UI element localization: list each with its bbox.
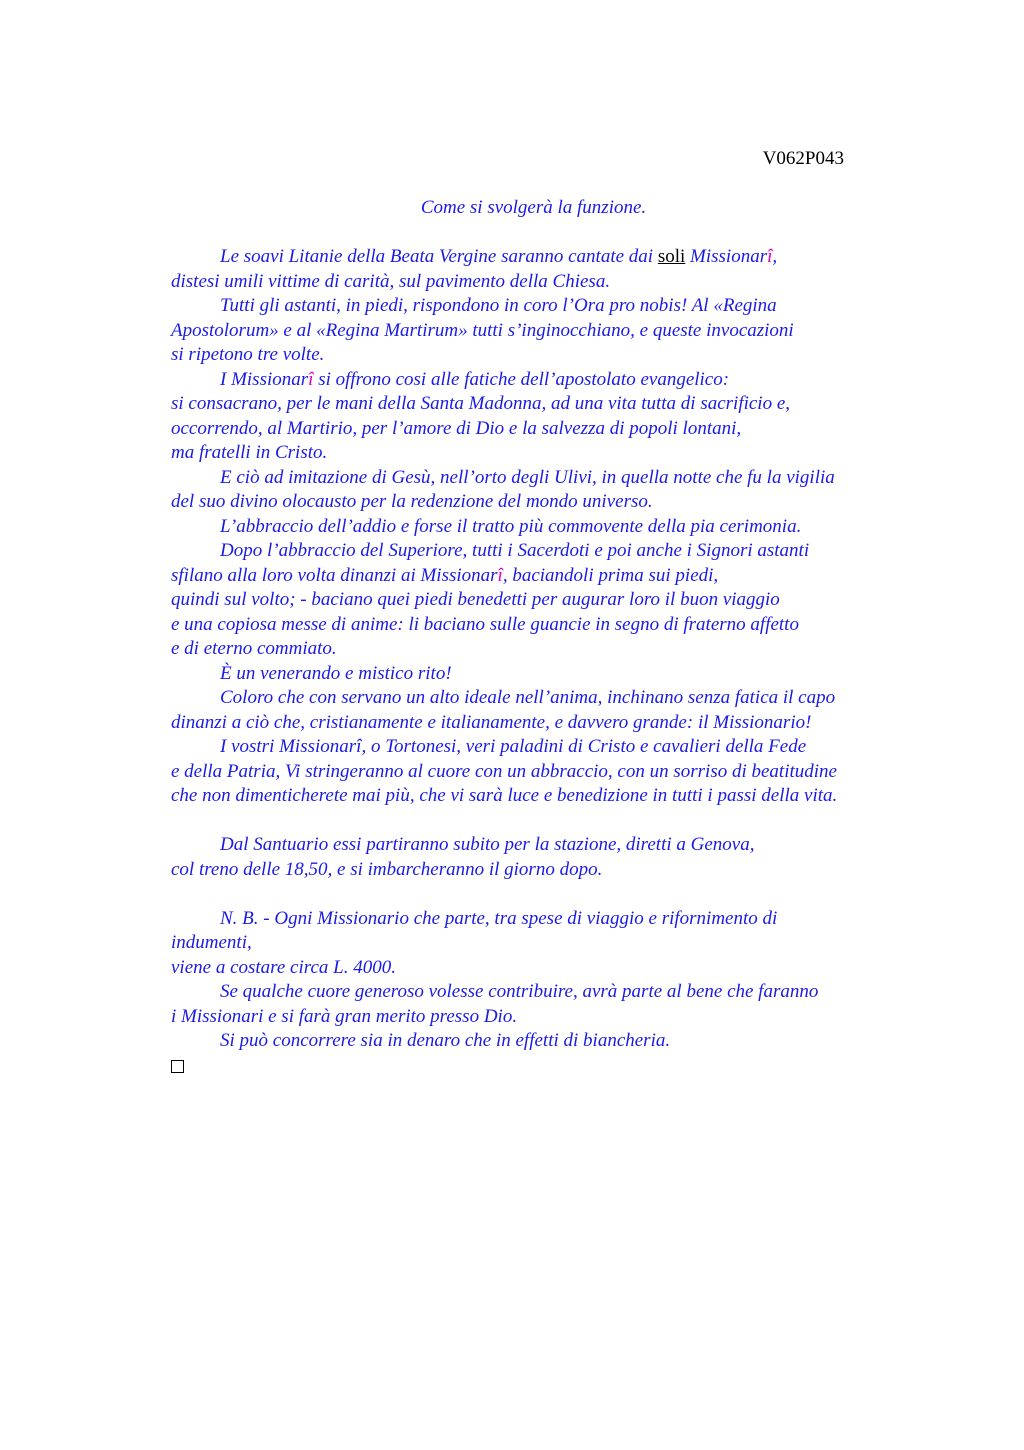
text-line: Coloro che con servano un alto ideale nell’anima, inchinano senza fatica il capo bbox=[220, 687, 836, 708]
text-line: e della Patria, Vi stringeranno al cuore con un abbraccio, con un sorriso di beatitudine bbox=[171, 760, 837, 782]
text-run: Le soavi Litanie della Beata Vergine saranno cantate dai bbox=[220, 246, 658, 267]
text-line: occorrendo, al Martirio, per l’amore di Dio e la salvezza di popoli lontani, bbox=[171, 417, 742, 439]
paragraph-nota-bene bbox=[171, 907, 911, 981]
paragraph-astanti bbox=[171, 294, 911, 368]
text-line: si ripetono tre volte. bbox=[171, 344, 325, 365]
paragraph-offerta bbox=[171, 368, 911, 466]
highlighted-character: î bbox=[497, 564, 503, 586]
blank-line bbox=[171, 882, 911, 907]
text-line: Si può concorrere sia in denaro che in effetti di biancheria. bbox=[220, 1030, 671, 1051]
text-line: e una copiosa messe di anime: li baciano sulle guancie in segno di fraterno affetto bbox=[171, 613, 799, 635]
text-line: si consacrano, per le mani della Santa Madonna, ad una vita tutta di sacrificio e, bbox=[171, 393, 791, 414]
underlined-word: soli bbox=[657, 246, 686, 267]
text-line: Apostolorum» e al «Regina Martirum» tutti s’inginocchiano, e queste invocazioni bbox=[171, 319, 794, 341]
text-line: i Missionari e si farà gran merito presso Dio. bbox=[171, 1005, 518, 1027]
blank-line bbox=[171, 809, 911, 834]
text-line: indumenti, bbox=[171, 932, 252, 953]
text-line: dinanzi a ciò che, cristianamente e italianamente, e davvero grande: il Missionario! bbox=[171, 711, 812, 733]
text-line: col treno delle 18,50, e si imbarcheranno il giorno dopo. bbox=[171, 858, 603, 880]
highlighted-character: î bbox=[767, 246, 773, 267]
text-line: I vostri Missionarî, o Tortonesi, veri paladini di Cristo e cavalieri della Fede bbox=[220, 736, 807, 757]
text-run: I Missionar bbox=[220, 368, 309, 390]
page-identifier: V062P043 bbox=[762, 148, 844, 169]
text-line: E ciò ad imitazione di Gesù, nell’orto degli Ulivi, in quella notte che fu la vigilia bbox=[220, 466, 835, 488]
text-line: È un venerando e mistico rito! bbox=[220, 662, 452, 684]
text-line: Se qualche cuore generoso volesse contribuire, avrà parte al bene che faranno bbox=[220, 981, 819, 1002]
text-run: Missionar bbox=[685, 246, 768, 267]
section-title: Come si svolgerà la funzione. bbox=[420, 197, 647, 218]
text-line: del suo divino olocausto per la redenzione del mondo universo. bbox=[171, 491, 653, 512]
text-line bbox=[171, 368, 911, 393]
text-line: ma fratelli in Cristo. bbox=[171, 442, 328, 463]
paragraph-biancheria bbox=[171, 1029, 911, 1054]
text-line bbox=[171, 564, 911, 589]
document-body bbox=[171, 196, 911, 1080]
text-line: quindi sul volto; - baciano quei piedi benedetti per augurar loro il buon viaggio bbox=[171, 589, 780, 610]
text-line: e di eterno commiato. bbox=[171, 638, 337, 659]
text-line: Dal Santuario essi partiranno subito per la stazione, diretti a Genova, bbox=[220, 834, 755, 855]
text-line: che non dimenticherete mai più, che vi sarà luce e benedizione in tutti i passi della vita. bbox=[171, 785, 838, 806]
text-line: Tutti gli astanti, in piedi, rispondono in coro l’Ora pro nobis! Al «Regina bbox=[220, 295, 777, 316]
text-line bbox=[171, 245, 911, 270]
text-line: Dopo l’abbraccio del Superiore, tutti i Sacerdoti e poi anche i Signori astanti bbox=[220, 540, 810, 561]
end-of-text-box-icon bbox=[171, 1060, 184, 1073]
text-run: , bbox=[772, 246, 778, 267]
paragraph-imitazione bbox=[171, 466, 911, 515]
paragraph-sfilano bbox=[171, 539, 911, 662]
paragraph-rito bbox=[171, 662, 911, 687]
text-line: L’abbraccio dell’addio e forse il tratto più commovente della pia cerimonia. bbox=[220, 515, 802, 537]
text-run: , baciandoli prima sui piedi, bbox=[502, 564, 719, 586]
text-run: si offrono cosi alle fatiche dell’apostolato evangelico: bbox=[313, 368, 730, 390]
text-run: sfilano alla loro volta dinanzi ai Missionar bbox=[171, 564, 498, 586]
text-line: N. B. - Ogni Missionario che parte, tra spese di viaggio e rifornimento di bbox=[220, 907, 778, 929]
text-line: viene a costare circa L. 4000. bbox=[171, 956, 396, 978]
blank-line bbox=[171, 221, 911, 246]
paragraph-litanie bbox=[171, 245, 911, 294]
text-line: distesi umili vittime di carità, sul pavimento della Chiesa. bbox=[171, 270, 611, 292]
paragraph-contributo bbox=[171, 980, 911, 1029]
highlighted-character: î bbox=[308, 368, 314, 390]
paragraph-abbraccio bbox=[171, 515, 911, 540]
paragraph-tortonesi bbox=[171, 735, 911, 809]
paragraph-partenza bbox=[171, 833, 911, 882]
paragraph-ideale bbox=[171, 686, 911, 735]
